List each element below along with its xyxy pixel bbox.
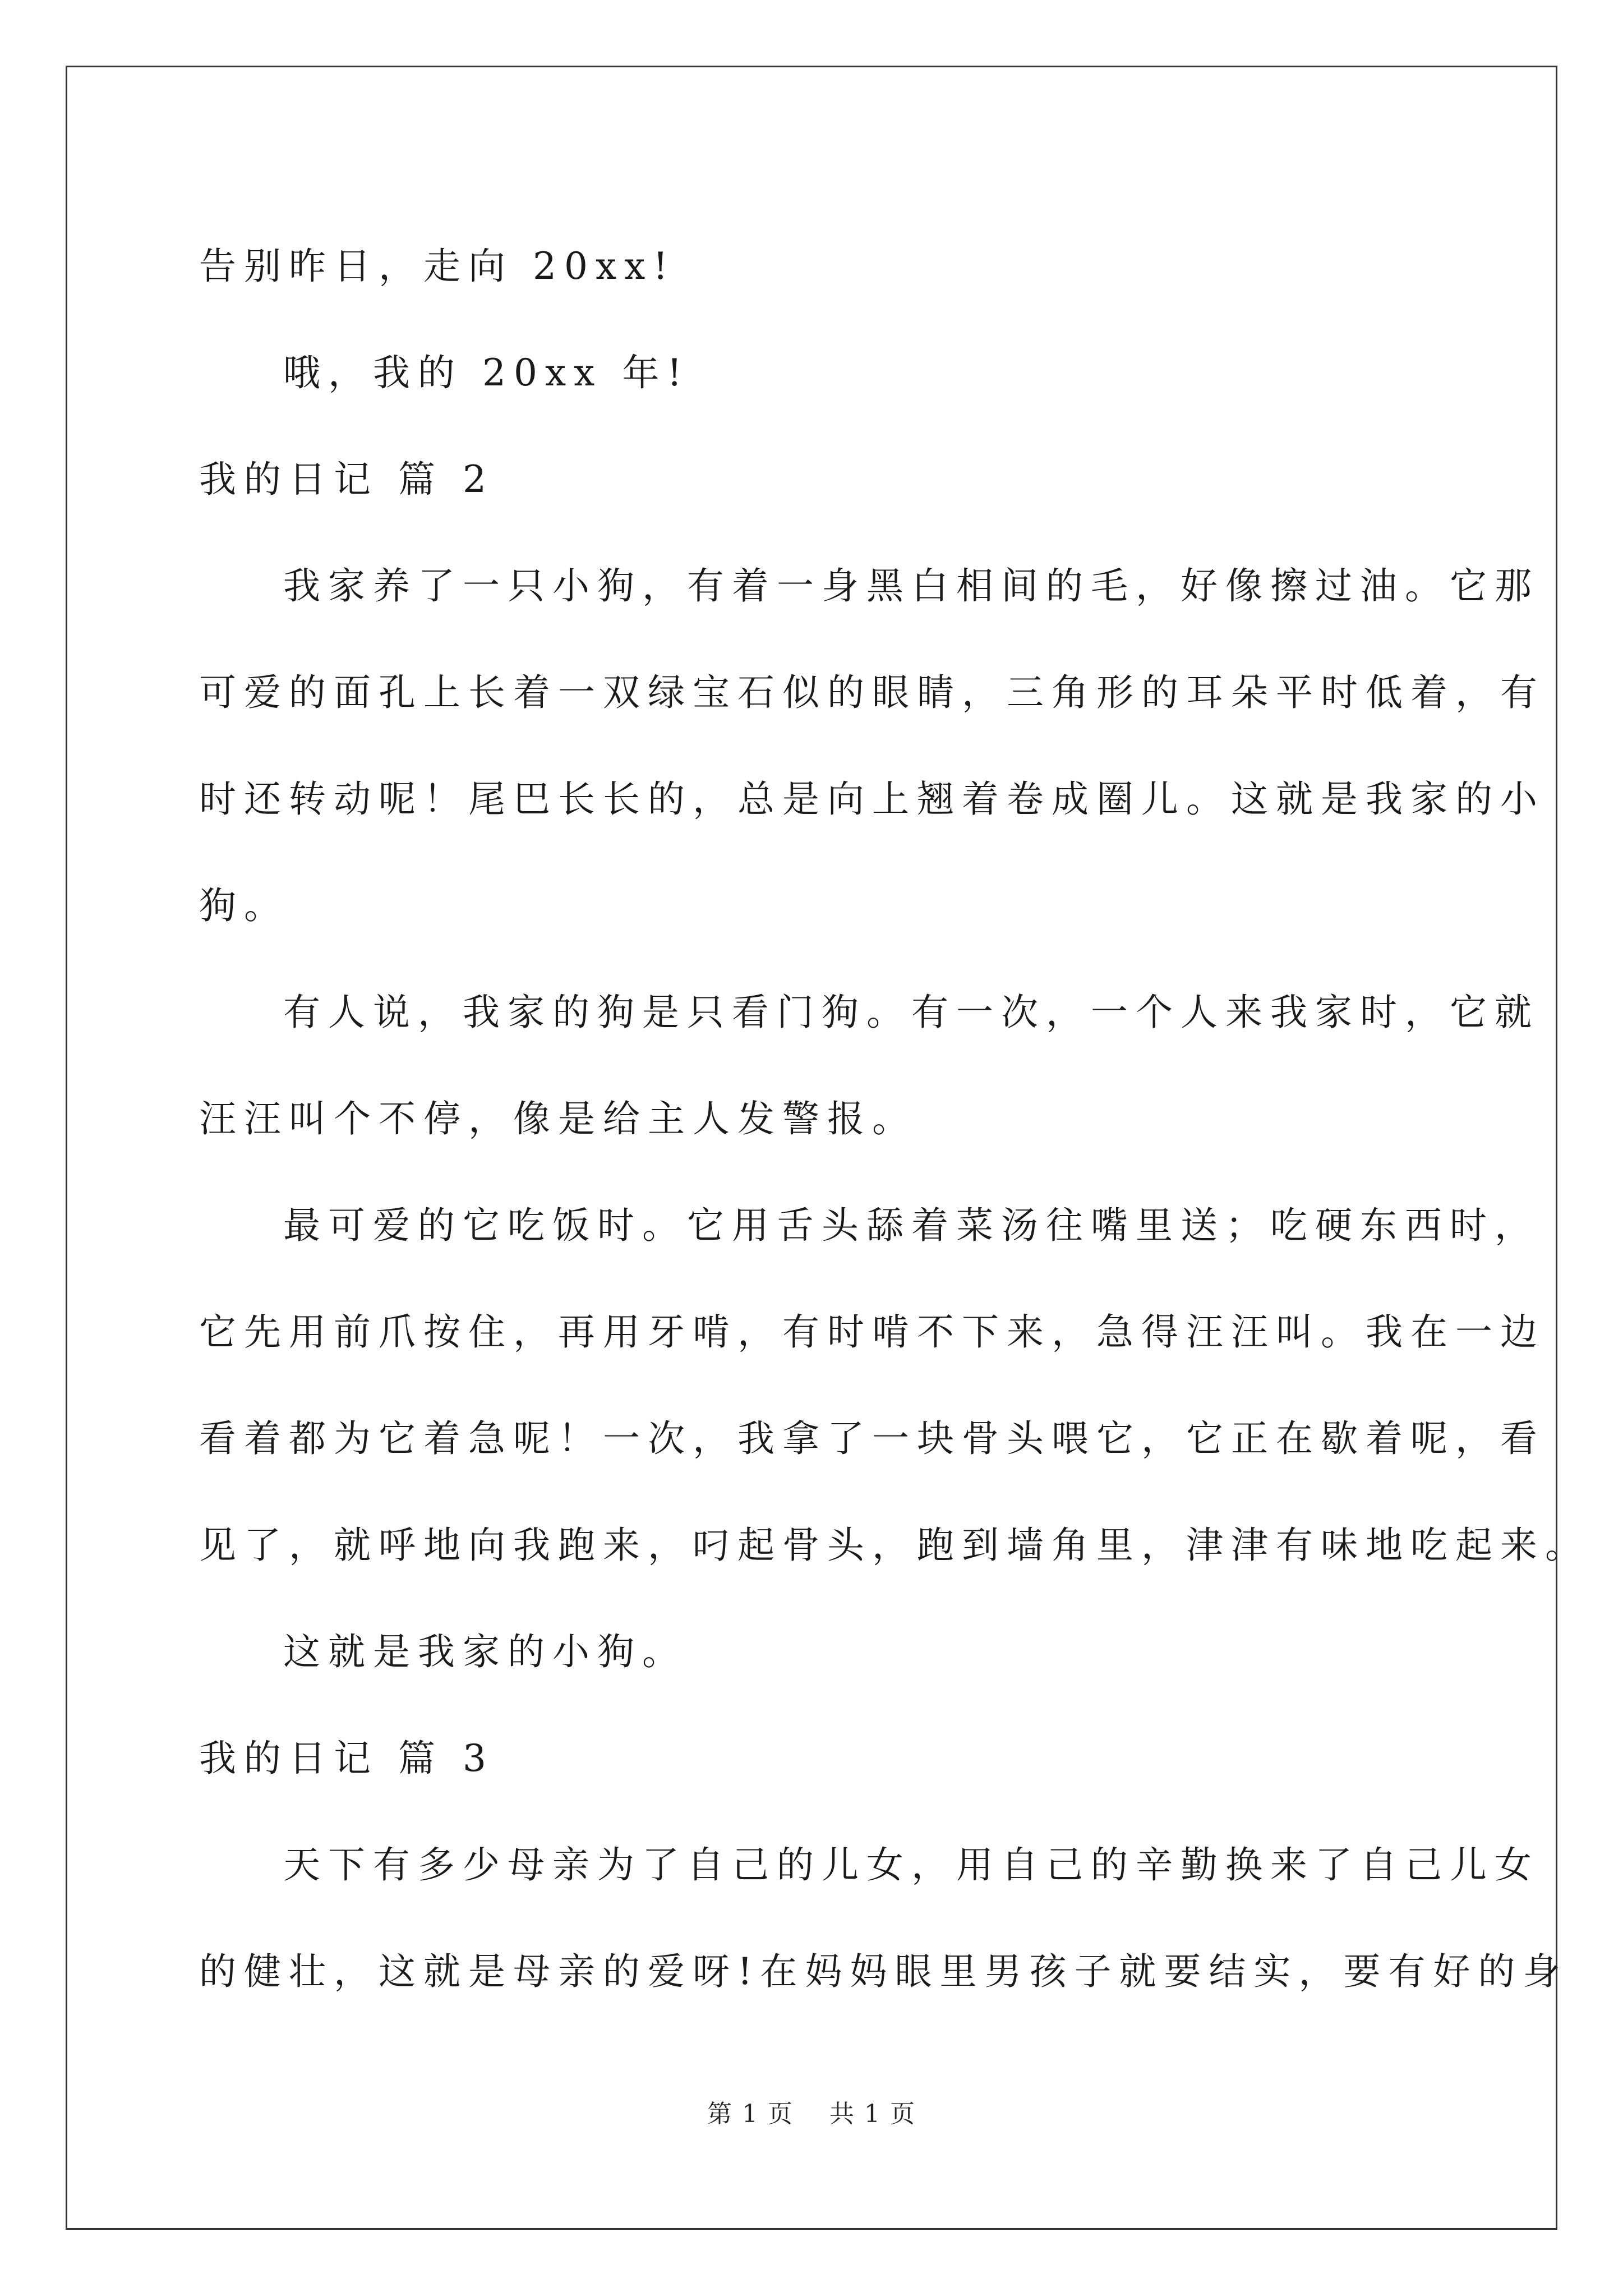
- paragraph-line: 见了，就呼地向我跑来，叼起骨头，跑到墙角里，津津有味地吃起来。: [199, 1524, 1590, 1567]
- paragraph-line: 最可爱的它吃饭时。它用舌头舔着菜汤往嘴里送；吃硬东西时，: [283, 1204, 1539, 1247]
- paragraph-line: 汪汪叫个不停，像是给主人发警报。: [199, 1097, 917, 1140]
- section-heading-3: 我的日记 篇 3: [199, 1737, 494, 1780]
- paragraph-line: 天下有多少母亲为了自己的儿女，用自己的辛勤换来了自己儿女: [283, 1843, 1539, 1887]
- section-heading-2: 我的日记 篇 2: [199, 458, 494, 501]
- paragraph-line: 有人说，我家的狗是只看门狗。有一次，一个人来我家时，它就: [283, 991, 1539, 1034]
- closing-line: 告别昨日，走向 20xx!: [199, 245, 676, 288]
- paragraph-line: 可爱的面孔上长着一双绿宝石似的眼睛，三角形的耳朵平时低着，有: [199, 671, 1545, 714]
- page-footer: [0, 2093, 1623, 2129]
- paragraph-line: 狗。: [199, 884, 289, 927]
- closing-exclamation: 哦，我的 20xx 年!: [283, 351, 690, 394]
- page-number: 第 1 页: [707, 2100, 794, 2128]
- paragraph-line: 看着都为它着急呢！一次，我拿了一块骨头喂它，它正在歇着呢，看: [199, 1417, 1545, 1460]
- paragraph-line: 它先用前爪按住，再用牙啃，有时啃不下来，急得汪汪叫。我在一边: [199, 1310, 1545, 1354]
- document-body: [199, 213, 1590, 2025]
- paragraph-line: 我家养了一只小狗，有着一身黑白相间的毛，好像擦过油。它那: [283, 564, 1539, 608]
- paragraph-line: 的健壮，这就是母亲的爱呀!在妈妈眼里男孩子就要结实，要有好的身: [199, 1950, 1568, 1993]
- paragraph-line: 这就是我家的小狗。: [283, 1630, 687, 1673]
- page-total: 共 1 页: [829, 2100, 916, 2128]
- paragraph-line: 时还转动呢！尾巴长长的，总是向上翘着卷成圈儿。这就是我家的小: [199, 777, 1545, 821]
